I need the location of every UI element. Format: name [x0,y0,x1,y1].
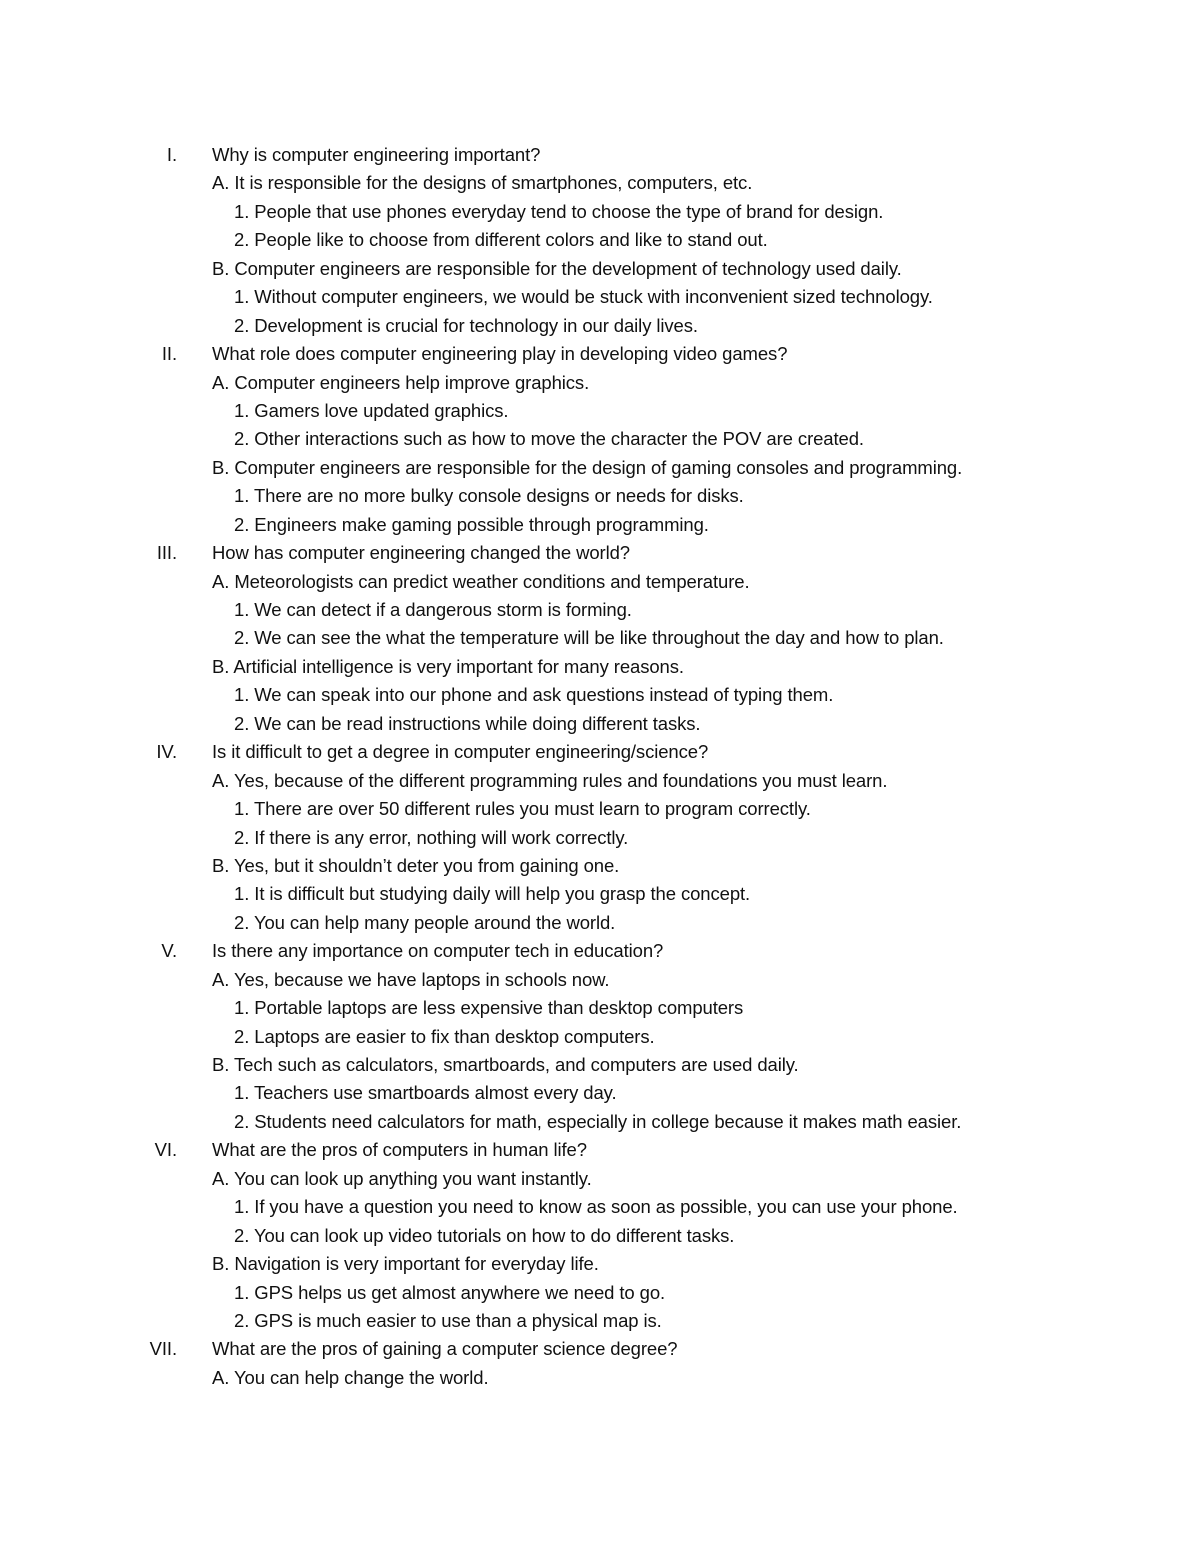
number-label: 2. [234,1224,250,1246]
detail-content [234,624,944,652]
subpoint-text: Artificial intelligence is very important for many reasons. [233,655,684,677]
heading-text: Is it difficult to get a degree in computer engineering/science? [212,741,709,763]
outline-detail [0,425,1200,453]
detail-content [234,1023,655,1051]
subpoint-content [212,1250,599,1278]
number-label: 2. [234,911,250,933]
subpoint-content [212,369,589,397]
outline-detail [0,226,1200,254]
letter-label: A. [212,1167,230,1189]
detail-content [234,824,628,852]
detail-text: You can help many people around the world. [253,911,616,933]
outline-detail [0,909,1200,937]
outline-detail [0,198,1200,226]
outline-detail [0,1222,1200,1250]
outline-heading [0,738,1200,766]
detail-text: It is difficult but studying daily will help you grasp the concept. [254,883,751,905]
outline-detail [0,1108,1200,1136]
subpoint-content [212,767,887,795]
outline-heading [0,1136,1200,1164]
heading-text: How has computer engineering changed the world? [212,542,630,564]
detail-content [234,482,744,510]
detail-text: There are no more bulky console designs or needs for disks. [253,485,744,507]
outline-subpoint [0,369,1200,397]
detail-text: We can be read instructions while doing different tasks. [254,712,701,734]
subpoint-content [212,653,684,681]
detail-content [234,1222,734,1250]
number-label: 1. [234,286,250,308]
subpoint-text: Yes, because of the different programming rules and foundations you must learn. [234,769,888,791]
detail-text: People that use phones everyday tend to choose the type of brand for design. [254,200,884,222]
subpoint-content [212,852,619,880]
outline-subpoint [0,767,1200,795]
subpoint-content [212,1051,799,1079]
outline-detail [0,511,1200,539]
subpoint-content [212,255,902,283]
subpoint-text: Meteorologists can predict weather conditions and temperature. [234,570,750,592]
number-label: 1. [234,200,250,222]
number-label: 2. [234,1309,250,1331]
number-label: 1. [234,599,250,620]
roman-numeral: V. [161,940,177,962]
outline-detail [0,795,1200,823]
outline-detail [0,312,1200,340]
detail-content [234,425,864,453]
number-label: 1. [234,399,250,421]
number-label: 2. [234,229,250,251]
subpoint-content [212,454,962,482]
subpoint-text: You can look up anything you want instantly. [234,1167,592,1189]
outline-detail [0,824,1200,852]
detail-text: Gamers love updated graphics. [254,399,509,421]
number-label: 2. [234,314,250,336]
roman-numeral: II. [161,343,177,365]
number-label: 1. [234,1281,250,1303]
number-label: 2. [234,826,250,848]
outline-subpoint [0,653,1200,681]
detail-text: We can speak into our phone and ask questions instead of typing them. [254,684,834,706]
detail-text: If you have a question you need to know as soon as possible, you can use your phone. [254,1196,958,1218]
heading-text: What are the pros of computers in human life? [212,1139,587,1161]
letter-label: A. [212,968,230,990]
detail-content [234,312,698,340]
roman-numeral: I. [166,144,177,165]
detail-text: Students need calculators for math, especially in college because it makes math easier. [254,1110,962,1132]
outline-detail [0,1193,1200,1221]
detail-content [234,795,811,823]
letter-label: B. [212,456,230,478]
number-label: 2. [234,428,250,450]
heading-text: Is there any importance on computer tech in education? [212,940,664,962]
outline-detail [0,482,1200,510]
detail-text: Teachers use smartboards almost every day. [253,1082,617,1104]
detail-content [234,511,709,539]
number-label: 2. [234,1110,250,1132]
detail-text: If there is any error, nothing will work correctly. [254,826,629,848]
subpoint-text: Yes, but it shouldn’t deter you from gaining one. [234,854,620,876]
outline-detail [0,994,1200,1022]
outline-detail [0,681,1200,709]
outline-detail [0,596,1200,624]
subpoint-content [212,1364,488,1392]
heading-text: What are the pros of gaining a computer science degree? [212,1338,678,1360]
heading-text: Why is computer engineering important? [212,144,541,165]
subpoint-text: Computer engineers help improve graphics. [234,371,590,393]
detail-content [234,1193,958,1221]
detail-content [234,880,750,908]
letter-label: A. [212,570,230,592]
letter-label: B. [212,257,230,279]
subpoint-text: It is responsible for the designs of smartphones, computers, etc. [234,172,753,194]
detail-text: GPS is much easier to use than a physical map is. [254,1309,662,1331]
letter-label: A. [212,172,230,194]
outline-subpoint [0,966,1200,994]
number-label: 1. [234,1196,250,1218]
detail-content [234,1279,665,1307]
detail-text: There are over 50 different rules you must learn to program correctly. [253,798,811,820]
detail-content [234,909,615,937]
outline-heading [0,340,1200,368]
subpoint-text: Computer engineers are responsible for the development of technology used daily. [234,257,902,279]
subpoint-content [212,966,609,994]
outline-heading [0,539,1200,567]
outline-detail [0,624,1200,652]
outline-subpoint [0,1051,1200,1079]
letter-label: A. [212,769,230,791]
subpoint-text: You can help change the world. [234,1366,489,1388]
roman-numeral: IV. [156,741,177,763]
number-label: 1. [234,798,250,820]
outline [0,141,1200,1392]
outline-detail [0,1307,1200,1335]
detail-text: Laptops are easier to fix than desktop computers. [254,1025,655,1047]
detail-text: You can look up video tutorials on how to do different tasks. [253,1224,735,1246]
letter-label: A. [212,371,230,393]
detail-text: Engineers make gaming possible through programming. [254,513,709,535]
detail-text: Other interactions such as how to move the character the POV are created. [254,428,864,450]
subpoint-text: Computer engineers are responsible for the design of gaming consoles and programming. [234,456,963,478]
letter-label: B. [212,854,230,876]
detail-text: Development is crucial for technology in our daily lives. [254,314,698,336]
subpoint-content [212,1165,592,1193]
outline-detail [0,283,1200,311]
detail-text: We can detect if a dangerous storm is forming. [254,599,632,620]
number-label: 1. [234,997,250,1019]
detail-content [234,596,632,624]
subpoint-text: Navigation is very important for everyday life. [234,1253,599,1275]
outline-detail [0,1079,1200,1107]
detail-text: GPS helps us get almost anywhere we need to go. [254,1281,666,1303]
letter-label: B. [212,1054,230,1075]
detail-content [234,994,743,1022]
detail-text: People like to choose from different colors and like to stand out. [254,229,768,251]
number-label: 2. [234,627,250,649]
subpoint-content [212,169,752,197]
subpoint-text: Yes, because we have laptops in schools now. [234,968,610,990]
roman-numeral: III. [156,542,177,564]
outline-detail [0,1023,1200,1051]
letter-label: B. [212,655,230,677]
letter-label: B. [212,1253,230,1275]
outline-detail [0,1279,1200,1307]
number-label: 1. [234,1082,250,1104]
detail-text: We can see the what the temperature will be like throughout the day and how to plan. [254,627,944,649]
number-label: 1. [234,485,250,507]
outline-subpoint [0,852,1200,880]
roman-numeral: VI. [154,1139,177,1161]
number-label: 2. [234,513,250,535]
outline-subpoint [0,255,1200,283]
detail-content [234,1108,961,1136]
detail-content [234,1307,662,1335]
detail-text: Portable laptops are less expensive than desktop computers [254,997,744,1019]
outline-heading [0,141,1200,169]
outline-subpoint [0,1250,1200,1278]
detail-content [234,681,833,709]
detail-content [234,1079,616,1107]
outline-subpoint [0,1165,1200,1193]
outline-heading [0,1335,1200,1363]
heading-text: What role does computer engineering play in developing video games? [212,343,788,365]
detail-text: Without computer engineers, we would be stuck with inconvenient sized technology. [254,286,933,308]
number-label: 2. [234,712,250,734]
number-label: 1. [234,684,250,706]
subpoint-text: Tech such as calculators, smartboards, and computers are used daily. [234,1054,799,1075]
number-label: 2. [234,1025,250,1047]
subpoint-content [212,568,750,596]
outline-subpoint [0,1364,1200,1392]
detail-content [234,283,933,311]
outline-subpoint [0,568,1200,596]
outline-subpoint [0,454,1200,482]
roman-numeral: VII. [149,1338,177,1360]
outline-detail [0,710,1200,738]
outline-heading [0,937,1200,965]
outline-detail [0,880,1200,908]
outline-detail [0,397,1200,425]
detail-content [234,226,768,254]
letter-label: A. [212,1366,230,1388]
number-label: 1. [234,883,250,905]
outline-subpoint [0,169,1200,197]
detail-content [234,710,700,738]
detail-content [234,397,508,425]
detail-content [234,198,883,226]
